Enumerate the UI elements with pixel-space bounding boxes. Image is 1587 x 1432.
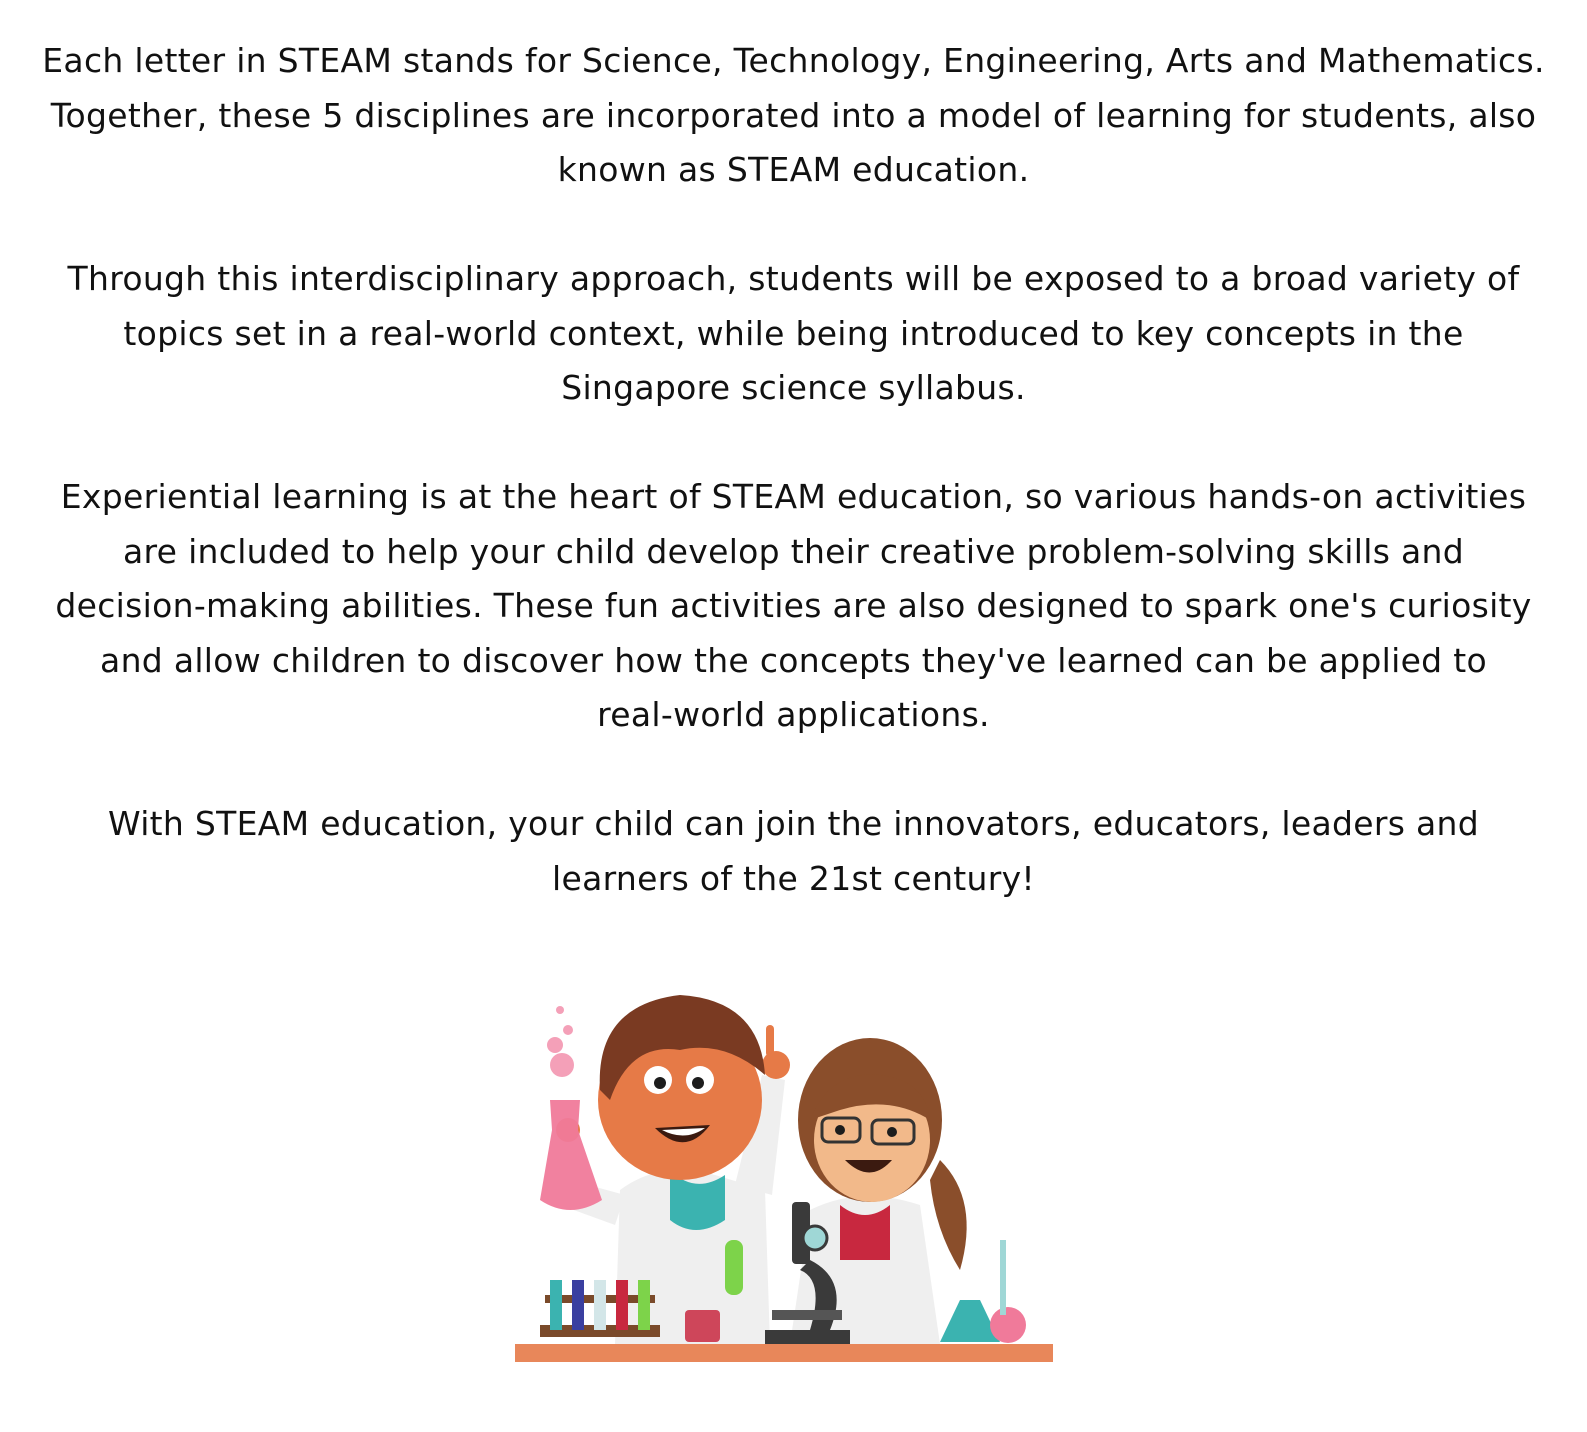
kids-science-lab-illustration bbox=[510, 980, 1060, 1370]
lab-table bbox=[515, 1344, 1053, 1362]
paragraph-interdisciplinary-approach: Through this interdisciplinary approach, students will be exposed to a broad variety of topics set in a real-world context, while being introduced to key concepts in the Singapore science syllabus. bbox=[67, 259, 1520, 407]
beaker bbox=[685, 1310, 720, 1342]
green-test-tube bbox=[725, 1240, 743, 1295]
body-text bbox=[0, 34, 1587, 961]
paragraph-experiential-learning: Experiential learning is at the heart of STEAM education, so various hands-on activities are included to help your child develop their creative problem-solving skills and decision-making abilities. These fun activities are also designed to spark one's curiosity and allow children to discover how the concepts they've learned can be applied to real-world applications. bbox=[55, 477, 1532, 734]
paragraph-21st-century: With STEAM education, your child can join the innovators, educators, leaders and learners of the 21st century! bbox=[108, 804, 1479, 898]
paragraph-steam-definition: Each letter in STEAM stands for Science, Technology, Engineering, Arts and Mathematics. Together, these 5 disciplines are incorporated into a model of learning for students, also known as STEAM education. bbox=[42, 41, 1545, 189]
test-tube-rack bbox=[540, 1280, 660, 1337]
